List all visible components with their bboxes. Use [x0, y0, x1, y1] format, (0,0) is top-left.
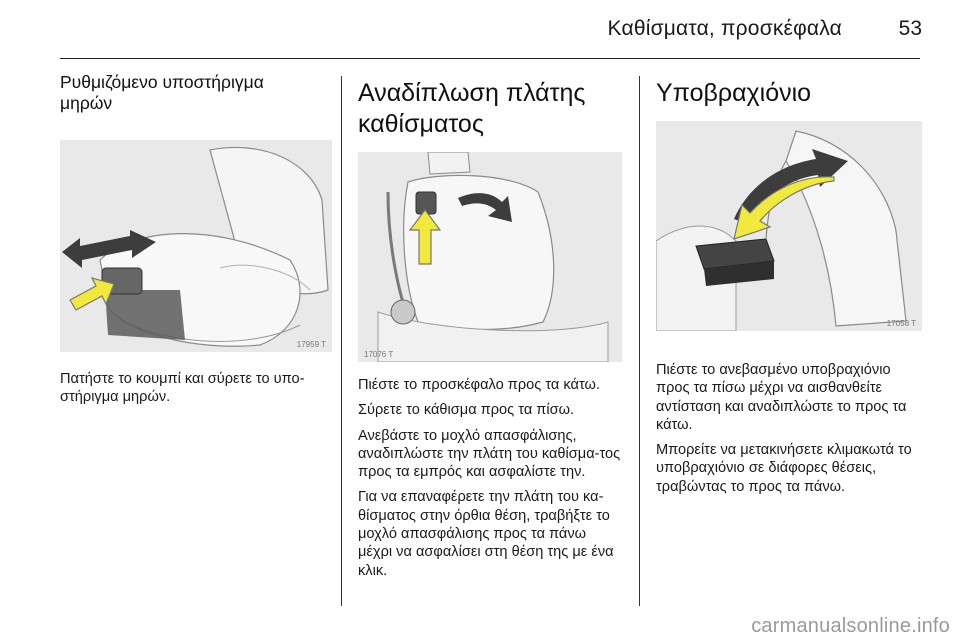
arrow-curved-down-icon [730, 175, 840, 245]
paragraph: Πατήστε το κουμπί και σύρετε το υπο-στήριγμα μηρών. [60, 371, 305, 406]
figure-thigh-support [60, 140, 332, 352]
paragraph: Για να επαναφέρετε την πλάτη του κα-θίσματος στην όρθια θέση, τραβήξτε το μοχλό απασφάλισης προς τα πάνω μέχρι να ασφαλίσει στη θέση της με ένα κλικ. [358, 489, 614, 579]
column-backrest-fold [358, 72, 622, 587]
arrow-press-icon [68, 272, 118, 312]
paragraph: Σύρετε το κάθισμα προς τα πίσω. [358, 402, 575, 419]
figure-code: 17076 T [364, 350, 394, 359]
section-body [60, 370, 332, 407]
header-rule [60, 58, 920, 59]
column-thigh-support [60, 72, 332, 414]
arrow-double-icon [60, 230, 160, 270]
section-heading: Ρυθμιζόμενο υποστήριγμα μηρών [60, 72, 264, 113]
paragraph: Πιέστε το προσκέφαλο προς τα κάτω. [358, 377, 600, 393]
section-heading: Αναδίπλωση πλάτης καθίσματος [358, 79, 586, 138]
section-heading: Υποβραχιόνιο [656, 79, 812, 107]
figure-code: 17058 T [886, 319, 916, 328]
seat-backrest-illustration [358, 152, 622, 362]
section-body [358, 376, 622, 580]
paragraph: Μπορείτε να μετακινήσετε κλιμακωτά το υποβραχιόνιο σε διάφορες θέσεις, τραβώντας το προς τα πάνω. [656, 442, 912, 495]
figure-armrest [656, 121, 922, 331]
column-divider-2 [639, 76, 640, 606]
paragraph: Ανεβάστε το μοχλό απασφάλισης, αναδιπλώστε την πλάτη του καθίσμα-τος προς τα εμπρός και ασφαλίστε την. [358, 427, 621, 481]
figure-backrest-fold [358, 152, 622, 362]
header-title: Καθίσματα, προσκέφαλα [607, 17, 842, 40]
section-body [656, 361, 922, 496]
figure-code: 17959 T [296, 340, 326, 349]
column-divider-1 [341, 76, 342, 606]
page-number: 53 [898, 17, 922, 40]
watermark: carmanualsonline.info [751, 615, 950, 637]
arrow-curved-icon [456, 188, 518, 228]
page-header [0, 0, 960, 60]
arrow-up-icon [408, 208, 442, 266]
paragraph: Πιέστε το ανεβασμένο υποβραχιόνιο προς τα πίσω μέχρι να αισθανθείτε αντίσταση και αναδιπλώστε το προς τα κάτω. [656, 362, 907, 433]
column-armrest [656, 72, 922, 503]
